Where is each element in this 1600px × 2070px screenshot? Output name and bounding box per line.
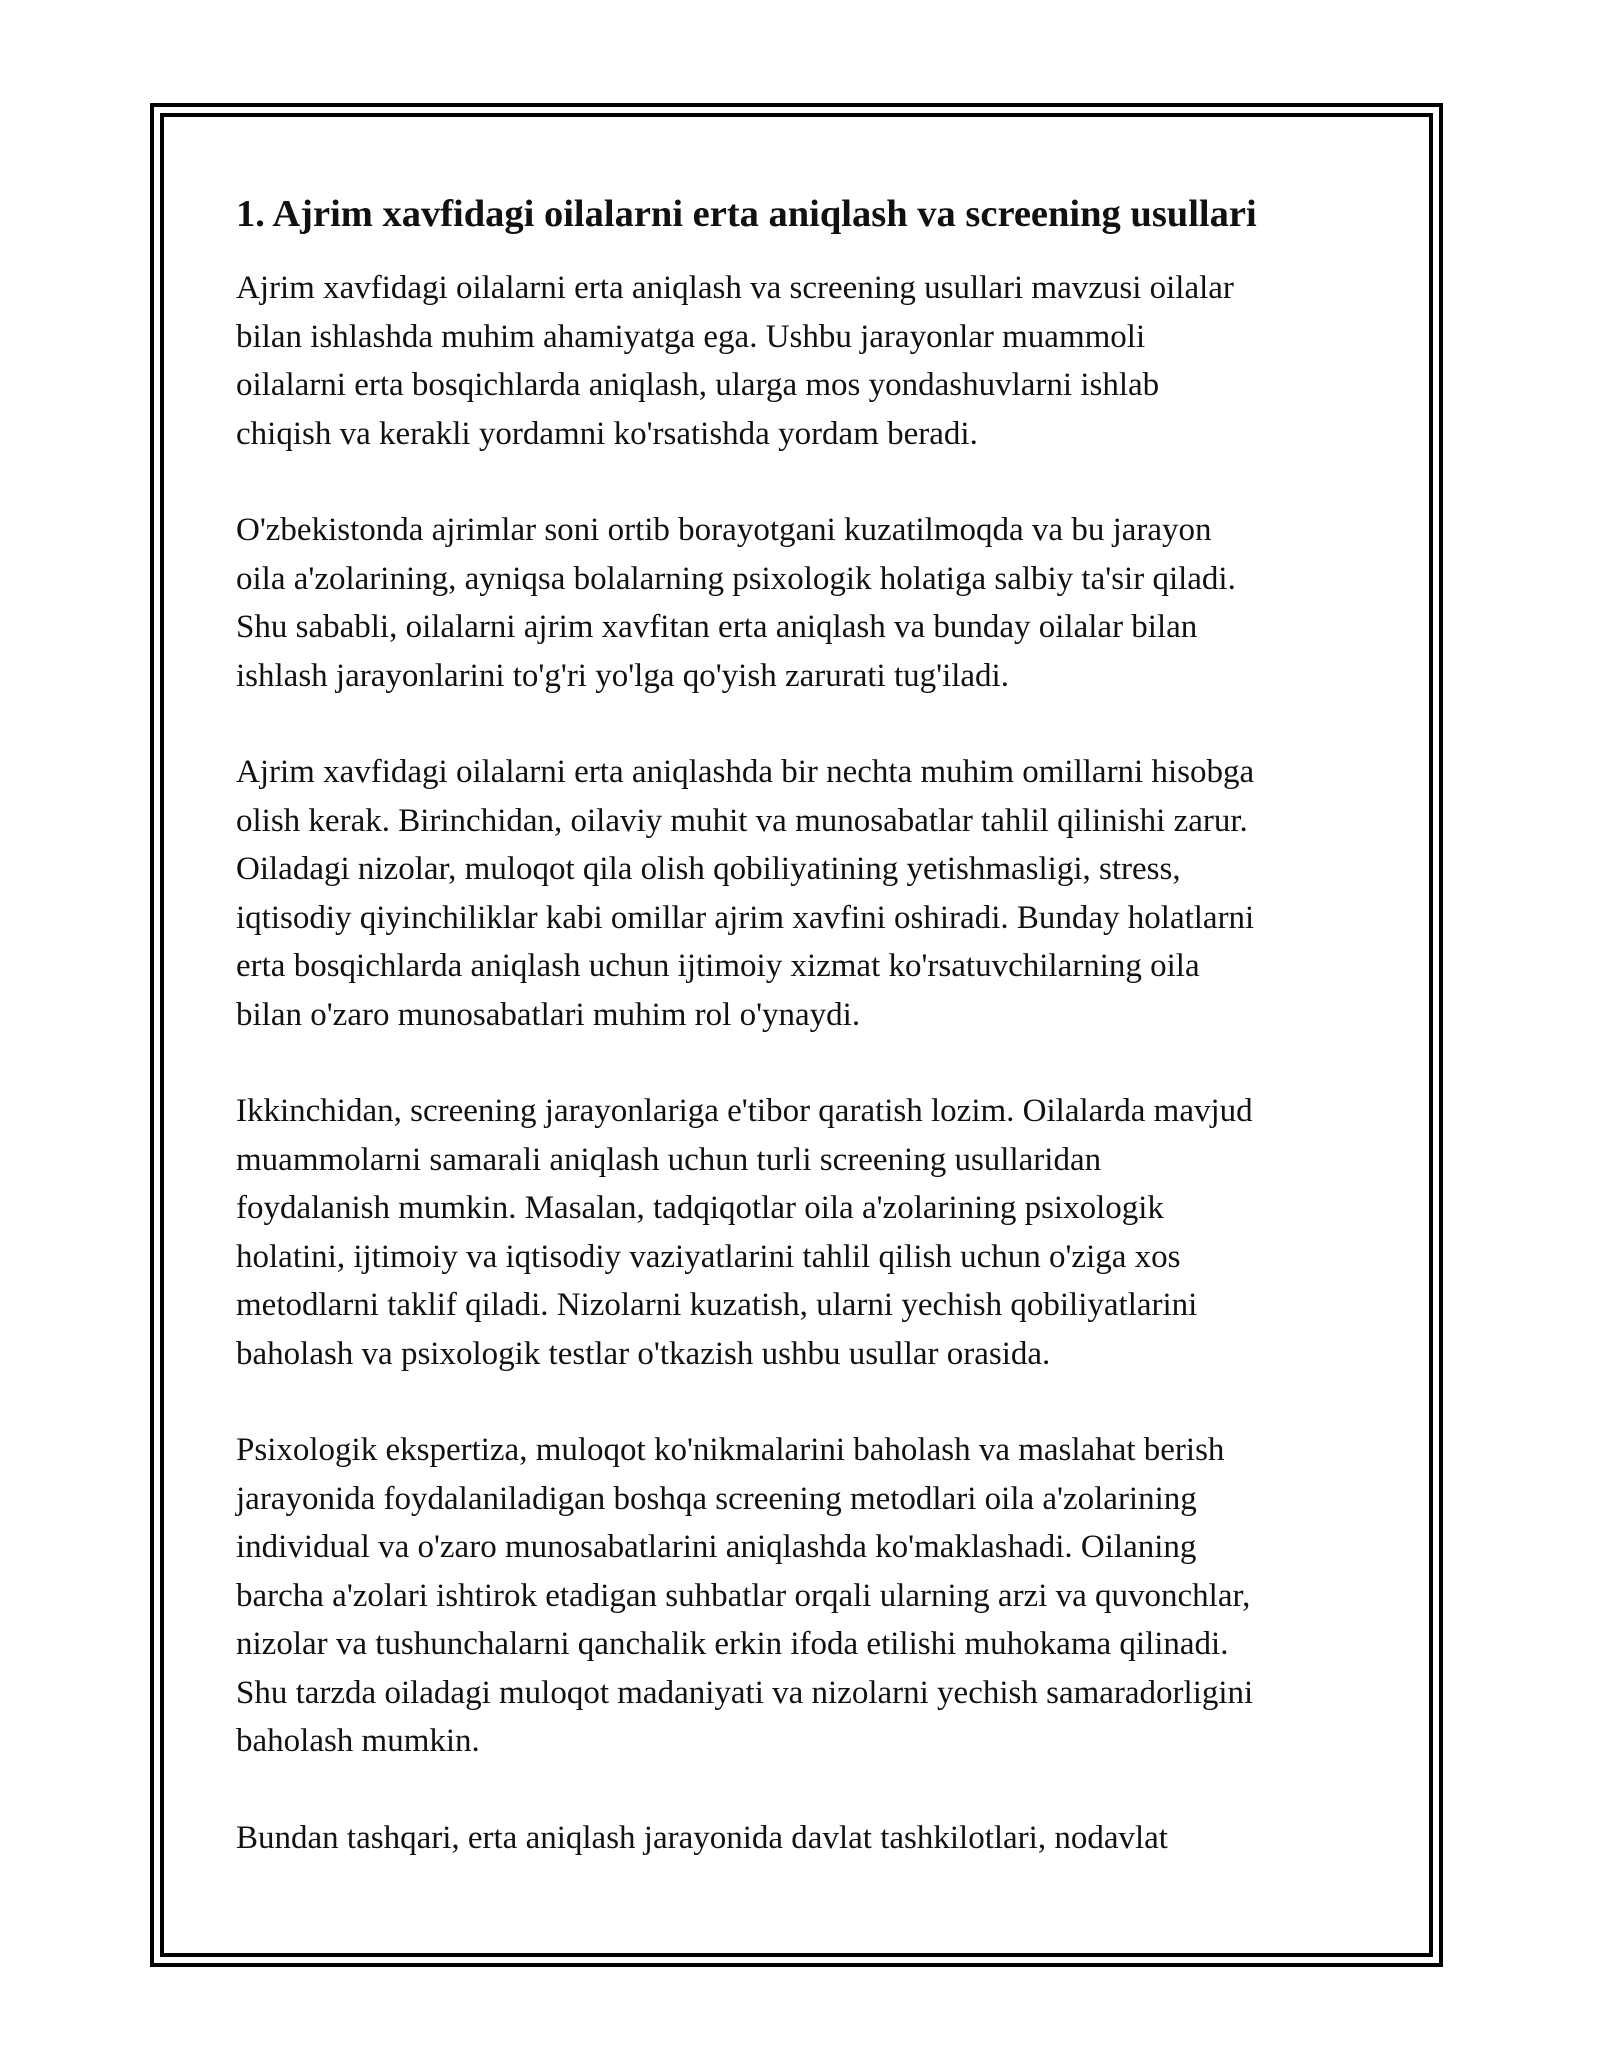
text-line: bilan ishlashda muhim ahamiyatga ega. Ushbu jarayonlar muammoli: [236, 318, 1146, 355]
paragraph-4: [236, 1087, 1396, 1378]
text-line: Shu tarzda oiladagi muloqot madaniyati va nizolarni yechish samaradorligini: [236, 1674, 1254, 1711]
text-line: baholash va psixologik testlar o'tkazish ushbu usullar orasida.: [236, 1335, 1051, 1372]
text-line: metodlarni taklif qiladi. Nizolarni kuzatish, ularni yechish qobiliyatlarini: [236, 1287, 1198, 1323]
text-line: O'zbekistonda ajrimlar soni ortib borayotgani kuzatilmoqda va bu jarayon: [236, 512, 1212, 548]
text-line: iqtisodiy qiyinchiliklar kabi omillar ajrim xavfini oshiradi. Bunday holatlarni: [236, 899, 1255, 936]
text-line: nizolar va tushunchalarni qanchalik erkin ifoda etilishi muhokama qilinadi.: [236, 1626, 1229, 1662]
text-line: barcha a'zolari ishtirok etadigan suhbatlar orqali ularning arzi va quvonchlar,: [236, 1577, 1251, 1614]
paragraph-3: [236, 748, 1396, 1039]
text-line: oila a'zolarining, ayniqsa bolalarning psixologik holatiga salbiy ta'sir qiladi.: [236, 560, 1236, 597]
paragraph-2: [236, 506, 1396, 700]
text-line: bilan o'zaro munosabatlari muhim rol o'ynaydi.: [236, 996, 861, 1033]
text-line: Psixologik ekspertiza, muloqot ko'nikmalarini baholash va maslahat berish: [236, 1432, 1225, 1468]
text-line: chiqish va kerakli yordamni ko'rsatishda yordam beradi.: [236, 415, 978, 452]
paragraph-5: [236, 1426, 1396, 1766]
paragraph-6: [236, 1814, 1396, 1863]
text-line: erta bosqichlarda aniqlash uchun ijtimoiy xizmat ko'rsatuvchilarning oila: [236, 948, 1200, 984]
text-line: Ikkinchidan, screening jarayonlariga e'tibor qaratish lozim. Oilalarda mavjud: [236, 1093, 1253, 1129]
text-line: jarayonida foydalaniladigan boshqa screening metodlari oila a'zolarining: [236, 1480, 1197, 1517]
text-line: olish kerak. Birinchidan, oilaviy muhit va munosabatlar tahlil qilinishi zarur.: [236, 802, 1248, 839]
text-line: Bundan tashqari, erta aniqlash jarayonida davlat tashkilotlari, nodavlat: [236, 1819, 1168, 1856]
text-line: oilalarni erta bosqichlarda aniqlash, ularga mos yondashuvlarni ishlab: [236, 367, 1160, 403]
document-title: 1. Ajrim xavfidagi oilalarni erta aniqlash va screening usullari: [236, 193, 1257, 235]
text-line: ishlash jarayonlarini to'g'ri yo'lga qo'yish zarurati tug'iladi.: [236, 657, 1009, 694]
text-line: Ajrim xavfidagi oilalarni erta aniqlashda bir nechta muhim omillarni hisobga: [236, 754, 1255, 790]
text-line: Ajrim xavfidagi oilalarni erta aniqlash va screening usullari mavzusi oilalar: [236, 270, 1234, 306]
text-line: holatini, ijtimoiy va iqtisodiy vaziyatlarini tahlil qilish uchun o'ziga xos: [236, 1238, 1181, 1275]
paragraph-1: [236, 264, 1396, 458]
text-line: baholash mumkin.: [236, 1723, 480, 1759]
text-line: Shu sababli, oilalarni ajrim xavfitan erta aniqlash va bunday oilalar bilan: [236, 609, 1198, 645]
text-line: foydalanish mumkin. Masalan, tadqiqotlar oila a'zolarining psixologik: [236, 1190, 1164, 1226]
text-line: individual va o'zaro munosabatlarini aniqlashda ko'maklashadi. Oilaning: [236, 1529, 1197, 1565]
text-line: Oiladagi nizolar, muloqot qila olish qobiliyatining yetishmasligi, stress,: [236, 851, 1181, 887]
document-body: [236, 186, 1396, 1910]
text-line: muammolarni samarali aniqlash uchun turli screening usullaridan: [236, 1141, 1102, 1178]
